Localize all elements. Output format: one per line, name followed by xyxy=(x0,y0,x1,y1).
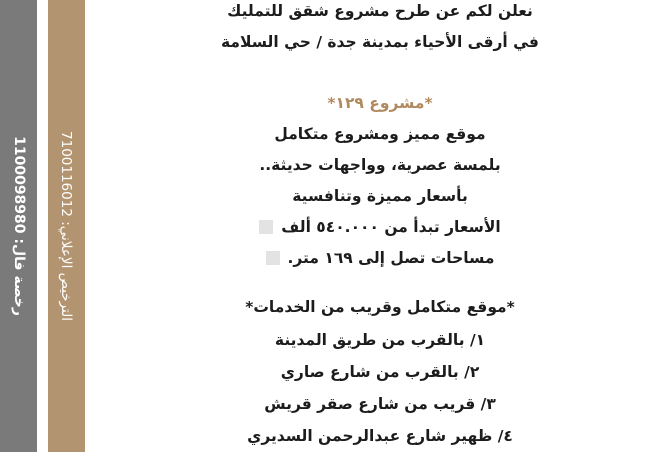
price-text: الأسعار تبدأ من ٥٤٠.٠٠٠ ألف xyxy=(281,218,501,236)
announcement-body xyxy=(120,0,640,452)
fal-license-text: رخصة فال: 1100098980 xyxy=(11,136,27,316)
square-bullet-icon xyxy=(259,220,273,234)
project-line-3: بأسعار مميزة وتنافسية xyxy=(292,187,468,205)
project-title: *مشروع ١٢٩* xyxy=(327,94,433,112)
intro-line-1: نعلن لكم عن طرح مشروع شقق للتمليك xyxy=(227,2,533,20)
location-item: ٣/ قريب من شارع صقر قريش xyxy=(264,395,496,413)
square-bullet-icon xyxy=(266,251,280,265)
intro-line-2: في أرقى الأحياء بمدينة جدة / حي السلامة xyxy=(221,33,539,51)
side-strip-gap xyxy=(37,0,48,452)
project-line-2: بلمسة عصرية، وواجهات حديثة.. xyxy=(259,156,501,174)
location-heading: *موقع متكامل وقريب من الخدمات* xyxy=(245,298,515,316)
area-text: مساحات تصل إلى ١٦٩ متر. xyxy=(287,249,495,267)
location-item: ١/ بالقرب من طريق المدينة xyxy=(274,331,486,349)
location-item: ٤/ ظهير شارع عبدالرحمن السديري xyxy=(247,427,513,445)
area-line xyxy=(120,249,640,267)
price-line xyxy=(120,218,640,236)
location-item: ٢/ بالقرب من شارع صاري xyxy=(280,363,480,381)
ad-license-text: الترخيص الإعلاني: 7100116012 xyxy=(58,131,74,321)
project-line-1: موقع مميز ومشروع متكامل xyxy=(274,125,486,143)
